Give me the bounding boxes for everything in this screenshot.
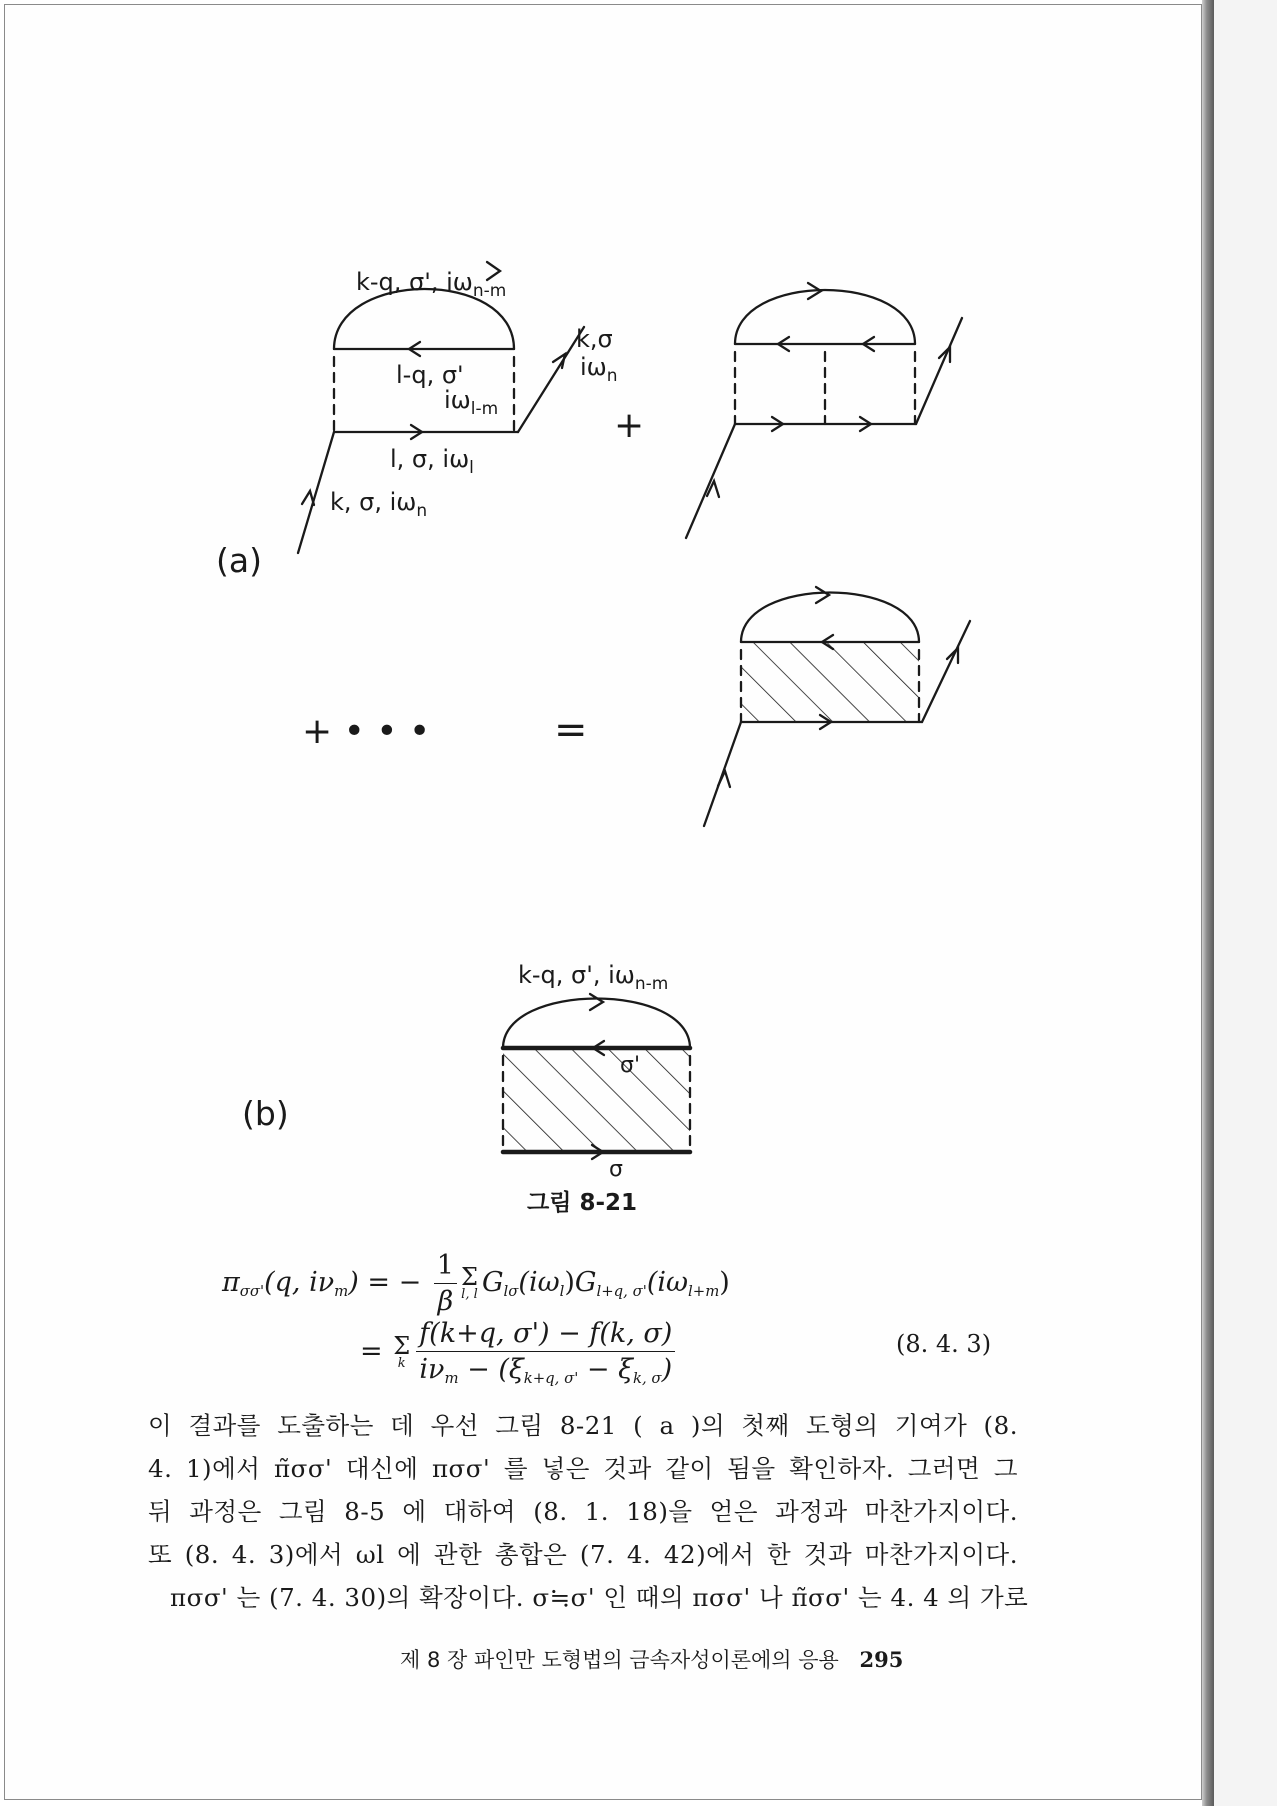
label-a-out1: k,σ <box>576 325 613 353</box>
equals-sign: = <box>554 707 588 753</box>
label-a-out2: $i\omega_n$ <box>580 353 618 386</box>
label-a-bottom: l, σ, $i\omega_l$ <box>390 445 474 478</box>
label-a-middle2: $i\omega_{l-m}$ <box>444 386 499 419</box>
paragraph-line-1: 이 결과를 도출하는 데 우선 그림 8-21 ( a )의 첫째 도형의 기여가 (8. <box>148 1411 1018 1440</box>
label-b-top: k-q, σ', $i\omega_{n-m}$ <box>518 961 669 994</box>
label-a-in: k, σ, $i\omega_n$ <box>330 488 428 521</box>
page-number: 295 <box>859 1647 904 1672</box>
panel-a-label: (a) <box>216 541 262 580</box>
paragraph-line-4: 또 (8. 4. 3)에서 ωl 에 관한 총합은 (7. 4. 42)에서 한 것과 마찬가지이다. <box>148 1540 1018 1569</box>
diagram-result <box>704 587 970 826</box>
plus-sign: + <box>614 405 645 446</box>
paragraph-line-3: 뒤 과정은 그림 8-5 에 대하여 (8. 1. 18)을 얻은 과정과 마찬가지이다. <box>148 1497 1018 1526</box>
diagram-a2 <box>686 283 962 538</box>
label-b-upper: σ' <box>620 1053 640 1078</box>
panel-b-label: (b) <box>242 1094 289 1133</box>
chapter-title: 제 8 장 파인만 도형법의 금속자성이론에의 응용 <box>400 1648 839 1672</box>
paragraph-line-2: 4. 1)에서 π̃σσ' 대신에 πσσ' 를 넣은 것과 같이 됨을 확인하자. 그러면 그 <box>148 1454 1018 1483</box>
plus-ellipsis: + • • • <box>302 711 431 752</box>
label-a-top: k-q, σ', $i\omega_{n-m}$ <box>356 268 507 301</box>
figure-caption: 그림 8-21 <box>527 1190 637 1216</box>
equation-line-1: $\pi_{\sigma\sigma'}(q$, $i\nu_m$) = − $\frac{1}{\beta}$ Σ l, l $G_{l\sigma}(i\omega_l)G_{l+q, \sigma'}(i\omega_{l+m})$ <box>222 1250 730 1317</box>
paragraph-line-5: πσσ' 는 (7. 4. 30)의 확장이다. σ≒σ' 인 때의 πσσ' 나 π̃σσ' 는 4. 4 의 가로 <box>170 1583 1029 1612</box>
equation-number: (8. 4. 3) <box>896 1330 992 1358</box>
equation-line-2: = Σ k $\frac{f(k+q, \sigma') - f(k, \sigma)}{i\nu_m - (\xi_{k+q, \sigma'} - \xi_{k, \sigma})}$ <box>360 1318 679 1387</box>
running-footer <box>400 1644 903 1674</box>
label-b-lower: σ <box>609 1157 623 1182</box>
diagram-b <box>503 994 690 1159</box>
label-a-middle: l-q, σ' <box>396 361 464 389</box>
